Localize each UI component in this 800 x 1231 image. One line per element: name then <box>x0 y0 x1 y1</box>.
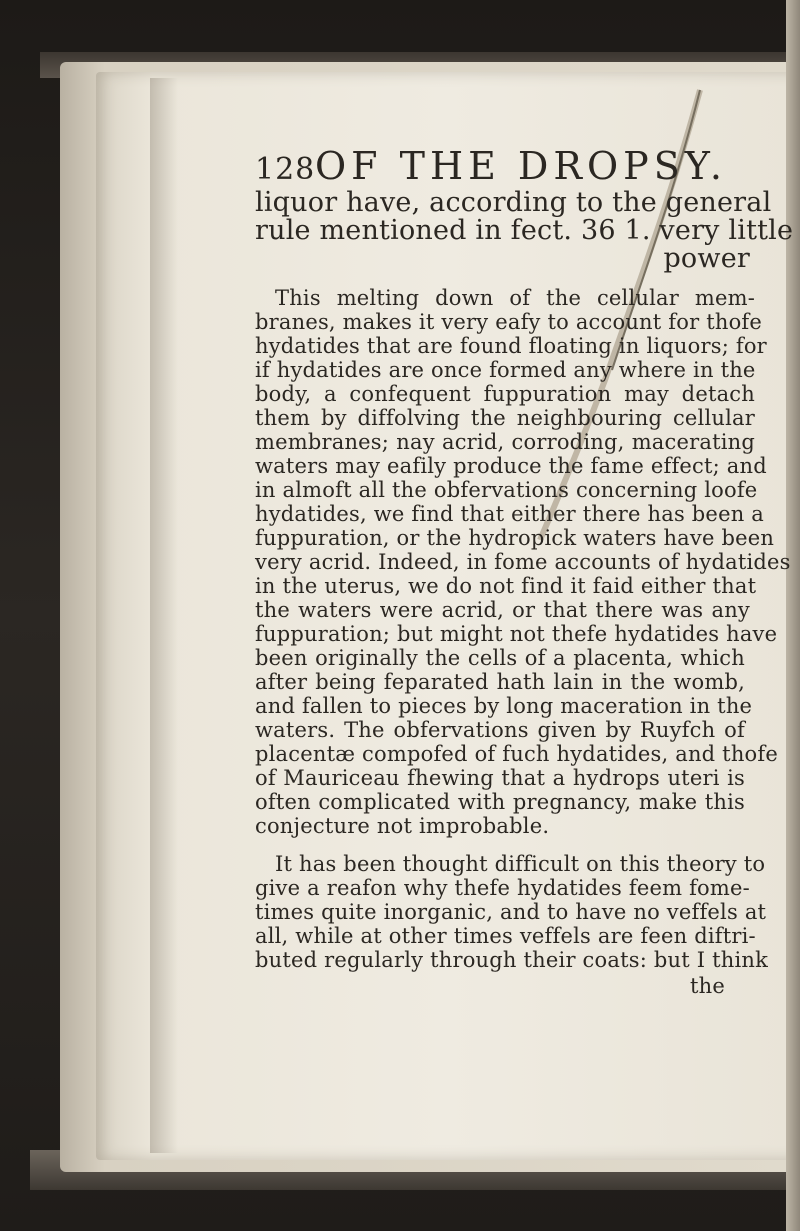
text-line: been originally the cells of a placenta, which <box>255 646 745 670</box>
running-title: OF THE DROPSY. <box>315 144 727 188</box>
text-line: waters may eafily produce the fame effect; and <box>255 454 767 478</box>
page-content <box>255 140 800 1140</box>
text-line: and fallen to pieces by long maceration in the <box>255 694 753 718</box>
text-line: fuppuration, or the hydropick waters have been <box>255 526 775 550</box>
text-line: waters. The obfervations given by Ruyfch of <box>255 718 745 742</box>
text-line: in the uterus, we do not find it faid either that <box>255 574 757 598</box>
catchword: the <box>690 974 725 998</box>
text-line: conjecture not improbable. <box>255 814 550 838</box>
text-line: fuppuration; but might not thefe hydatides have <box>255 622 778 646</box>
text-line: power <box>663 243 750 274</box>
text-line: buted regularly through their coats: but I think <box>255 948 769 972</box>
page-number: 128 <box>255 152 316 187</box>
text-line: rule mentioned in fect. 36 1. very little <box>255 215 794 246</box>
text-line: of Mauriceau fhewing that a hydrops uteri is <box>255 766 745 790</box>
text-line: them by diffolving the neighbouring cellular <box>255 406 755 430</box>
text-line: liquor have, according to the general <box>255 187 772 218</box>
text-line: hydatides, we find that either there has been a <box>255 502 765 526</box>
text-line: if hydatides are once formed any where in the <box>255 358 756 382</box>
text-line: the waters were acrid, or that there was any <box>255 598 750 622</box>
text-line: body, a confequent fuppuration may detach <box>255 382 755 406</box>
text-line: It has been thought difficult on this theory to <box>275 852 766 876</box>
text-line: membranes; nay acrid, corroding, macerating <box>255 430 755 454</box>
text-line: times quite inorganic, and to have no veffels at <box>255 900 767 924</box>
text-line: often complicated with pregnancy, make this <box>255 790 745 814</box>
text-line: all, while at other times veffels are feen diftri- <box>255 924 756 948</box>
text-line: placentæ compofed of fuch hydatides, and thofe <box>255 742 778 766</box>
text-line: branes, makes it very eafy to account for thofe <box>255 310 763 334</box>
page-header <box>255 140 795 186</box>
text-line: in almoft all the obfervations concerning loofe <box>255 478 758 502</box>
text-line: This melting down of the cellular mem- <box>275 286 755 310</box>
text-line: after being feparated hath lain in the womb, <box>255 670 745 694</box>
text-line: very acrid. Indeed, in fome accounts of hydatides <box>255 550 791 574</box>
text-line: give a reafon why thefe hydatides feem fome- <box>255 876 750 900</box>
text-line: hydatides that are found floating in liquors; for <box>255 334 767 358</box>
